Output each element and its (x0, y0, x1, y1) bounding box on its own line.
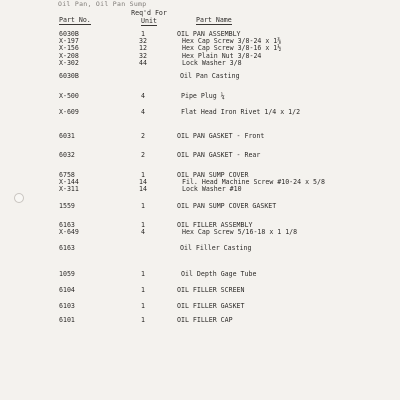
quantity-per-unit: 14 (139, 178, 147, 187)
column-header-part-name-label: Part Name (196, 16, 232, 24)
part-name: Oil Filler Casting (180, 244, 252, 252)
part-name: OIL PAN ASSEMBLY (177, 30, 241, 38)
part-row (0, 202, 400, 210)
part-number: X-649 (59, 228, 79, 237)
quantity-per-unit: 4 (141, 92, 145, 100)
part-name: OIL PAN SUMP COVER GASKET (177, 202, 277, 210)
quantity-per-unit: 1 (141, 221, 145, 229)
part-number: 1059 (59, 270, 75, 278)
part-name: OIL FILLER ASSEMBLY (177, 221, 253, 229)
part-row (0, 92, 400, 100)
column-header-reqd-line1: Req'd For (131, 9, 167, 17)
quantity-per-unit: 32 (139, 37, 147, 46)
part-name: OIL FILLER SCREEN (177, 286, 245, 294)
quantity-per-unit: 44 (139, 58, 147, 67)
quantity-per-unit: 4 (141, 228, 145, 237)
part-name: OIL PAN GASKET - Front (177, 132, 265, 140)
part-name: Fil. Head Machine Screw #10-24 x 5/8 (182, 178, 325, 187)
part-number: 6032 (59, 151, 75, 159)
quantity-per-unit: 4 (141, 108, 145, 116)
part-number: 6031 (59, 132, 75, 140)
part-row (0, 244, 400, 252)
part-number: 6758 (59, 171, 75, 179)
part-number: X-144 (59, 178, 79, 187)
part-name: Hex Cap Screw 3/8-24 x 1⅜ (182, 37, 282, 46)
part-name: Lock Washer 3/8 (182, 58, 242, 67)
part-number: 6163 (59, 221, 75, 229)
quantity-per-unit: 1 (141, 202, 145, 210)
part-row (0, 316, 400, 324)
part-number: X-302 (59, 58, 79, 67)
part-number: 6030B (59, 30, 79, 38)
column-header-part-no (59, 16, 91, 24)
part-name: Hex Cap Screw 5/16-18 x 1 1/8 (182, 228, 298, 237)
quantity-per-unit: 1 (141, 302, 145, 310)
page-header-fragment: Oil Pan, Oil Pan Sump (58, 0, 147, 8)
part-number: 6104 (59, 286, 75, 294)
column-header-reqd-line2: Unit (141, 17, 157, 25)
part-number: X-197 (59, 37, 79, 46)
part-row (0, 302, 400, 310)
part-name: Pipe Plug ¼ (181, 92, 225, 100)
part-name: OIL FILLER GASKET (177, 302, 245, 310)
part-number: X-208 (59, 51, 79, 60)
part-name: OIL FILLER CAP (177, 316, 233, 324)
part-row (0, 228, 400, 236)
part-name: Hex Plain Nut 3/8-24 (182, 51, 262, 60)
quantity-per-unit: 1 (141, 171, 145, 179)
part-row (0, 151, 400, 159)
part-row (0, 286, 400, 294)
quantity-per-unit: 32 (139, 51, 147, 60)
part-name: OIL PAN GASKET - Rear (177, 151, 261, 159)
part-name: Flat Head Iron Rivet 1/4 x 1/2 (181, 108, 301, 116)
part-row (0, 270, 400, 278)
part-number: X-609 (59, 108, 79, 116)
part-row (0, 185, 400, 193)
part-name: Oil Depth Gage Tube (181, 270, 257, 278)
quantity-per-unit: 12 (139, 44, 147, 53)
column-header-part-name (196, 16, 232, 24)
part-number: 6101 (59, 316, 75, 324)
part-number: 6103 (59, 302, 75, 310)
column-header-reqd-for-unit (118, 9, 180, 25)
part-row (0, 59, 400, 67)
quantity-per-unit: 1 (141, 30, 145, 38)
part-number: 6030B (59, 72, 79, 80)
part-name: Hex Cap Screw 3/8-16 x 1½ (182, 44, 282, 53)
column-header-part-no-label: Part No. (59, 16, 91, 24)
part-row (0, 132, 400, 140)
quantity-per-unit: 14 (139, 185, 147, 194)
part-number: 1559 (59, 202, 75, 210)
part-number: X-311 (59, 185, 79, 194)
part-row (0, 108, 400, 116)
quantity-per-unit: 2 (141, 132, 145, 140)
quantity-per-unit: 1 (141, 286, 145, 294)
quantity-per-unit: 2 (141, 151, 145, 159)
part-name: Oil Pan Casting (180, 72, 240, 80)
part-number: X-156 (59, 44, 79, 53)
part-name: Lock Washer #10 (182, 185, 242, 194)
part-row (0, 72, 400, 80)
part-name: OIL PAN SUMP COVER (177, 171, 249, 179)
part-number: X-500 (59, 92, 79, 100)
part-number: 6163 (59, 244, 75, 252)
quantity-per-unit: 1 (141, 270, 145, 278)
quantity-per-unit: 1 (141, 316, 145, 324)
